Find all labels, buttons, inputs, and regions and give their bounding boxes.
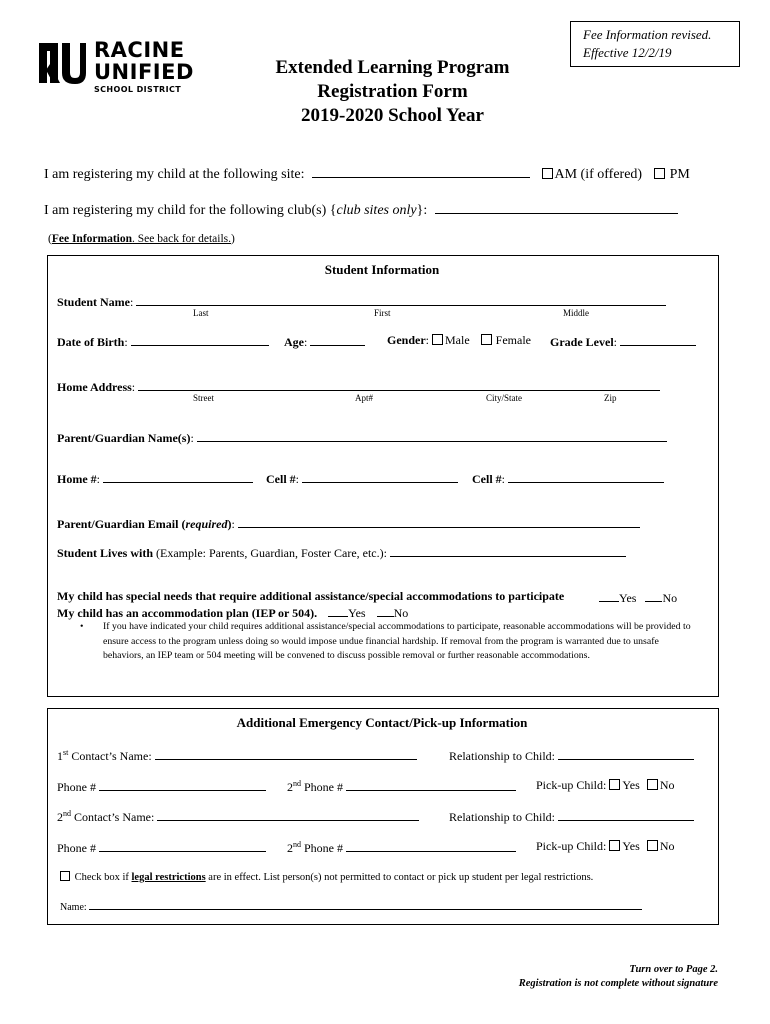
fee-notice-box — [570, 21, 740, 67]
cell-phone-row-2: Cell #: — [472, 470, 664, 487]
cell-phone-label-1: Cell # — [266, 472, 296, 486]
grade-label: Grade Level — [550, 335, 614, 349]
home-phone-label: Home # — [57, 472, 97, 486]
home-phone-input[interactable] — [103, 470, 253, 483]
club-input[interactable] — [435, 201, 678, 214]
fee-ref-open: ( — [48, 233, 52, 245]
am-label: AM (if offered) — [554, 167, 643, 182]
address-label: Home Address — [57, 380, 132, 394]
legal-post: are in effect. List person(s) not permitted to contact or pick up student per legal restrictions. — [205, 872, 594, 883]
site-label: I am registering my child at the following site: — [44, 167, 305, 182]
accommodation-bullet — [80, 620, 700, 664]
first-caption: First — [374, 308, 391, 318]
contact2-phone-input[interactable] — [99, 839, 266, 852]
age-input[interactable] — [310, 333, 365, 346]
fee-reference — [48, 233, 235, 245]
age-label: Age — [284, 335, 304, 349]
pm-label: PM — [669, 167, 690, 182]
special-needs-no: No — [662, 591, 678, 605]
dob-row: Date of Birth: — [57, 333, 269, 350]
fee-information-link[interactable]: Fee Information — [51, 233, 133, 245]
contact1-pickup-yes: Yes — [622, 778, 640, 792]
footer-line1: Turn over to Page 2. — [629, 964, 718, 975]
legal-restrictions-checkbox[interactable] — [60, 871, 70, 881]
footer-line2: Registration is not complete without signature — [518, 978, 718, 989]
contact2-pickup-label: Pick-up Child: — [536, 839, 607, 853]
contact1-pickup-no: No — [659, 778, 675, 792]
lives-with-label: Student Lives with — [57, 546, 154, 560]
logo-name-line1: RACINE — [94, 38, 185, 62]
parent-name-row: Parent/Guardian Name(s): — [57, 429, 667, 446]
contact1-phone-label: Phone # — [57, 780, 96, 794]
grade-row: Grade Level: — [550, 333, 696, 350]
site-line — [44, 165, 690, 183]
student-name-label: Student Name — [57, 295, 131, 309]
email-input[interactable] — [238, 515, 640, 528]
emergency-heading: Additional Emergency Contact/Pick-up Information — [236, 715, 528, 730]
contact1-label: 1st Contact’s Name: — [57, 748, 152, 763]
email-label: Parent/Guardian Email — [57, 517, 179, 531]
contact2-phone-row — [57, 839, 266, 856]
city-caption: City/State — [486, 393, 522, 403]
dob-input[interactable] — [131, 333, 269, 346]
male-label: Male — [445, 333, 470, 347]
special-needs-answers — [599, 589, 677, 606]
contact2-name-row — [57, 808, 419, 825]
contact1-relationship-label: Relationship to Child: — [449, 749, 556, 763]
contact2-relationship-label: Relationship to Child: — [449, 810, 556, 824]
address-input[interactable] — [138, 378, 660, 391]
iep-yes-blank[interactable] — [328, 604, 348, 617]
racine-logo-mark — [36, 40, 88, 86]
contact1-phone-input[interactable] — [99, 778, 266, 791]
age-row: Age: — [284, 333, 365, 350]
special-needs-row — [57, 589, 564, 604]
title-line2: Registration Form — [317, 81, 468, 102]
logo-name-line2: UNIFIED — [94, 60, 194, 84]
special-needs-no-blank[interactable] — [645, 589, 662, 602]
accommodation-text: If you have indicated your child requires additional assistance/special accommodations to participate, reasonable accommodations will be provided to ensure access to the program unless doing so would impose undue financial hardship. If removal from the program is warranted due to unsafe behaviors, an IEP team or 504 meeting will be convened to discuss possible removal or further reasonable accommodations. — [103, 621, 691, 661]
email-row: Parent/Guardian Email (required): — [57, 515, 640, 532]
legal-restrictions-row — [60, 871, 593, 883]
iep-no: No — [393, 606, 409, 620]
contact1-phone-row — [57, 778, 266, 795]
club-label-em: club sites only — [336, 203, 417, 218]
email-required: required — [185, 517, 228, 531]
bullet-dot: • — [80, 621, 84, 632]
contact1-pickup-label: Pick-up Child: — [536, 778, 607, 792]
cell-phone-input-2[interactable] — [508, 470, 664, 483]
contact1-relationship-row — [449, 747, 694, 764]
lives-with-example: (Example: Parents, Guardian, Foster Care, etc.): — [156, 546, 387, 560]
cell-phone-input-1[interactable] — [302, 470, 458, 483]
contact2-pickup-yes-checkbox[interactable] — [609, 840, 620, 851]
contact1-phone2-label: 2nd Phone # — [287, 779, 343, 794]
student-name-input[interactable] — [136, 293, 666, 306]
dob-label: Date of Birth — [57, 335, 125, 349]
restricted-name-row — [60, 900, 642, 913]
site-input[interactable] — [312, 165, 530, 178]
am-checkbox[interactable] — [542, 168, 553, 179]
contact2-relationship-row — [449, 808, 694, 825]
home-phone-row: Home #: — [57, 470, 253, 487]
title-line3: 2019-2020 School Year — [301, 105, 484, 126]
contact1-phone2-input[interactable] — [346, 778, 516, 791]
gender-row: Gender: Male Female — [387, 333, 531, 347]
contact1-pickup-no-checkbox[interactable] — [647, 779, 658, 790]
contact2-phone2-label: 2nd Phone # — [287, 840, 343, 855]
contact2-relationship-input[interactable] — [558, 808, 694, 821]
apt-caption: Apt# — [355, 393, 373, 403]
contact2-phone2-input[interactable] — [346, 839, 516, 852]
legal-pre: Check box if — [74, 872, 132, 883]
lives-with-input[interactable] — [390, 544, 626, 557]
address-row: Home Address: — [57, 378, 660, 395]
district-logo — [36, 40, 196, 100]
club-line — [44, 201, 678, 219]
contact2-label: 2nd Contact’s Name: — [57, 809, 155, 824]
cell-phone-label-2: Cell # — [472, 472, 502, 486]
female-checkbox[interactable] — [481, 334, 492, 345]
contact1-name-row — [57, 747, 417, 764]
middle-caption: Middle — [563, 308, 589, 318]
special-needs-yes-blank[interactable] — [599, 589, 619, 602]
fee-notice-line2: Effective 12/2/19 — [583, 45, 672, 60]
title-line1: Extended Learning Program — [275, 57, 510, 78]
zip-caption: Zip — [604, 393, 617, 403]
last-caption: Last — [193, 308, 209, 318]
parent-name-label: Parent/Guardian Name(s) — [57, 431, 191, 445]
iep-yes: Yes — [348, 606, 366, 620]
lives-with-row — [57, 544, 626, 561]
logo-subtitle: SCHOOL DISTRICT — [94, 85, 182, 94]
contact1-phone2-row — [287, 778, 516, 795]
female-label: Female — [495, 333, 531, 347]
iep-row — [57, 604, 408, 621]
fee-ref-close: ) — [231, 233, 235, 245]
contact2-pickup-yes: Yes — [622, 839, 640, 853]
club-label-post: }: — [416, 203, 428, 218]
gender-label: Gender — [387, 333, 426, 347]
footer-note — [420, 963, 718, 991]
iep-no-blank[interactable] — [377, 604, 394, 617]
restricted-name-input[interactable] — [89, 900, 642, 910]
contact2-pickup-row — [536, 839, 674, 854]
contact2-pickup-no: No — [659, 839, 675, 853]
grade-input[interactable] — [620, 333, 696, 346]
restricted-name-label: Name: — [60, 902, 87, 913]
contact1-name-input[interactable] — [155, 747, 417, 760]
club-label-pre: I am registering my child for the following club(s) { — [44, 203, 337, 218]
special-needs-yes: Yes — [619, 591, 637, 605]
iep-question: My child has an accommodation plan (IEP or 504). — [57, 606, 318, 620]
male-checkbox[interactable] — [432, 334, 443, 345]
fee-notice-line1: Fee Information revised. — [583, 27, 712, 42]
special-needs-question: My child has special needs that require additional assistance/special accommodations to participate — [57, 589, 565, 603]
parent-name-input[interactable] — [197, 429, 667, 442]
cell-phone-row-1: Cell #: — [266, 470, 458, 487]
contact1-pickup-row — [536, 778, 674, 793]
contact2-phone-label: Phone # — [57, 841, 96, 855]
student-name-row: Student Name: — [57, 293, 666, 310]
contact1-pickup-yes-checkbox[interactable] — [609, 779, 620, 790]
form-title — [240, 56, 545, 128]
legal-restrictions-link[interactable]: legal restrictions — [131, 872, 206, 883]
fee-ref-rest: . See back for details. — [132, 233, 232, 245]
street-caption: Street — [193, 393, 214, 403]
student-info-heading: Student Information — [324, 262, 440, 277]
pm-checkbox[interactable] — [654, 168, 665, 179]
contact2-phone2-row — [287, 839, 516, 856]
contact2-pickup-no-checkbox[interactable] — [647, 840, 658, 851]
contact2-name-input[interactable] — [157, 808, 419, 821]
contact1-relationship-input[interactable] — [558, 747, 694, 760]
